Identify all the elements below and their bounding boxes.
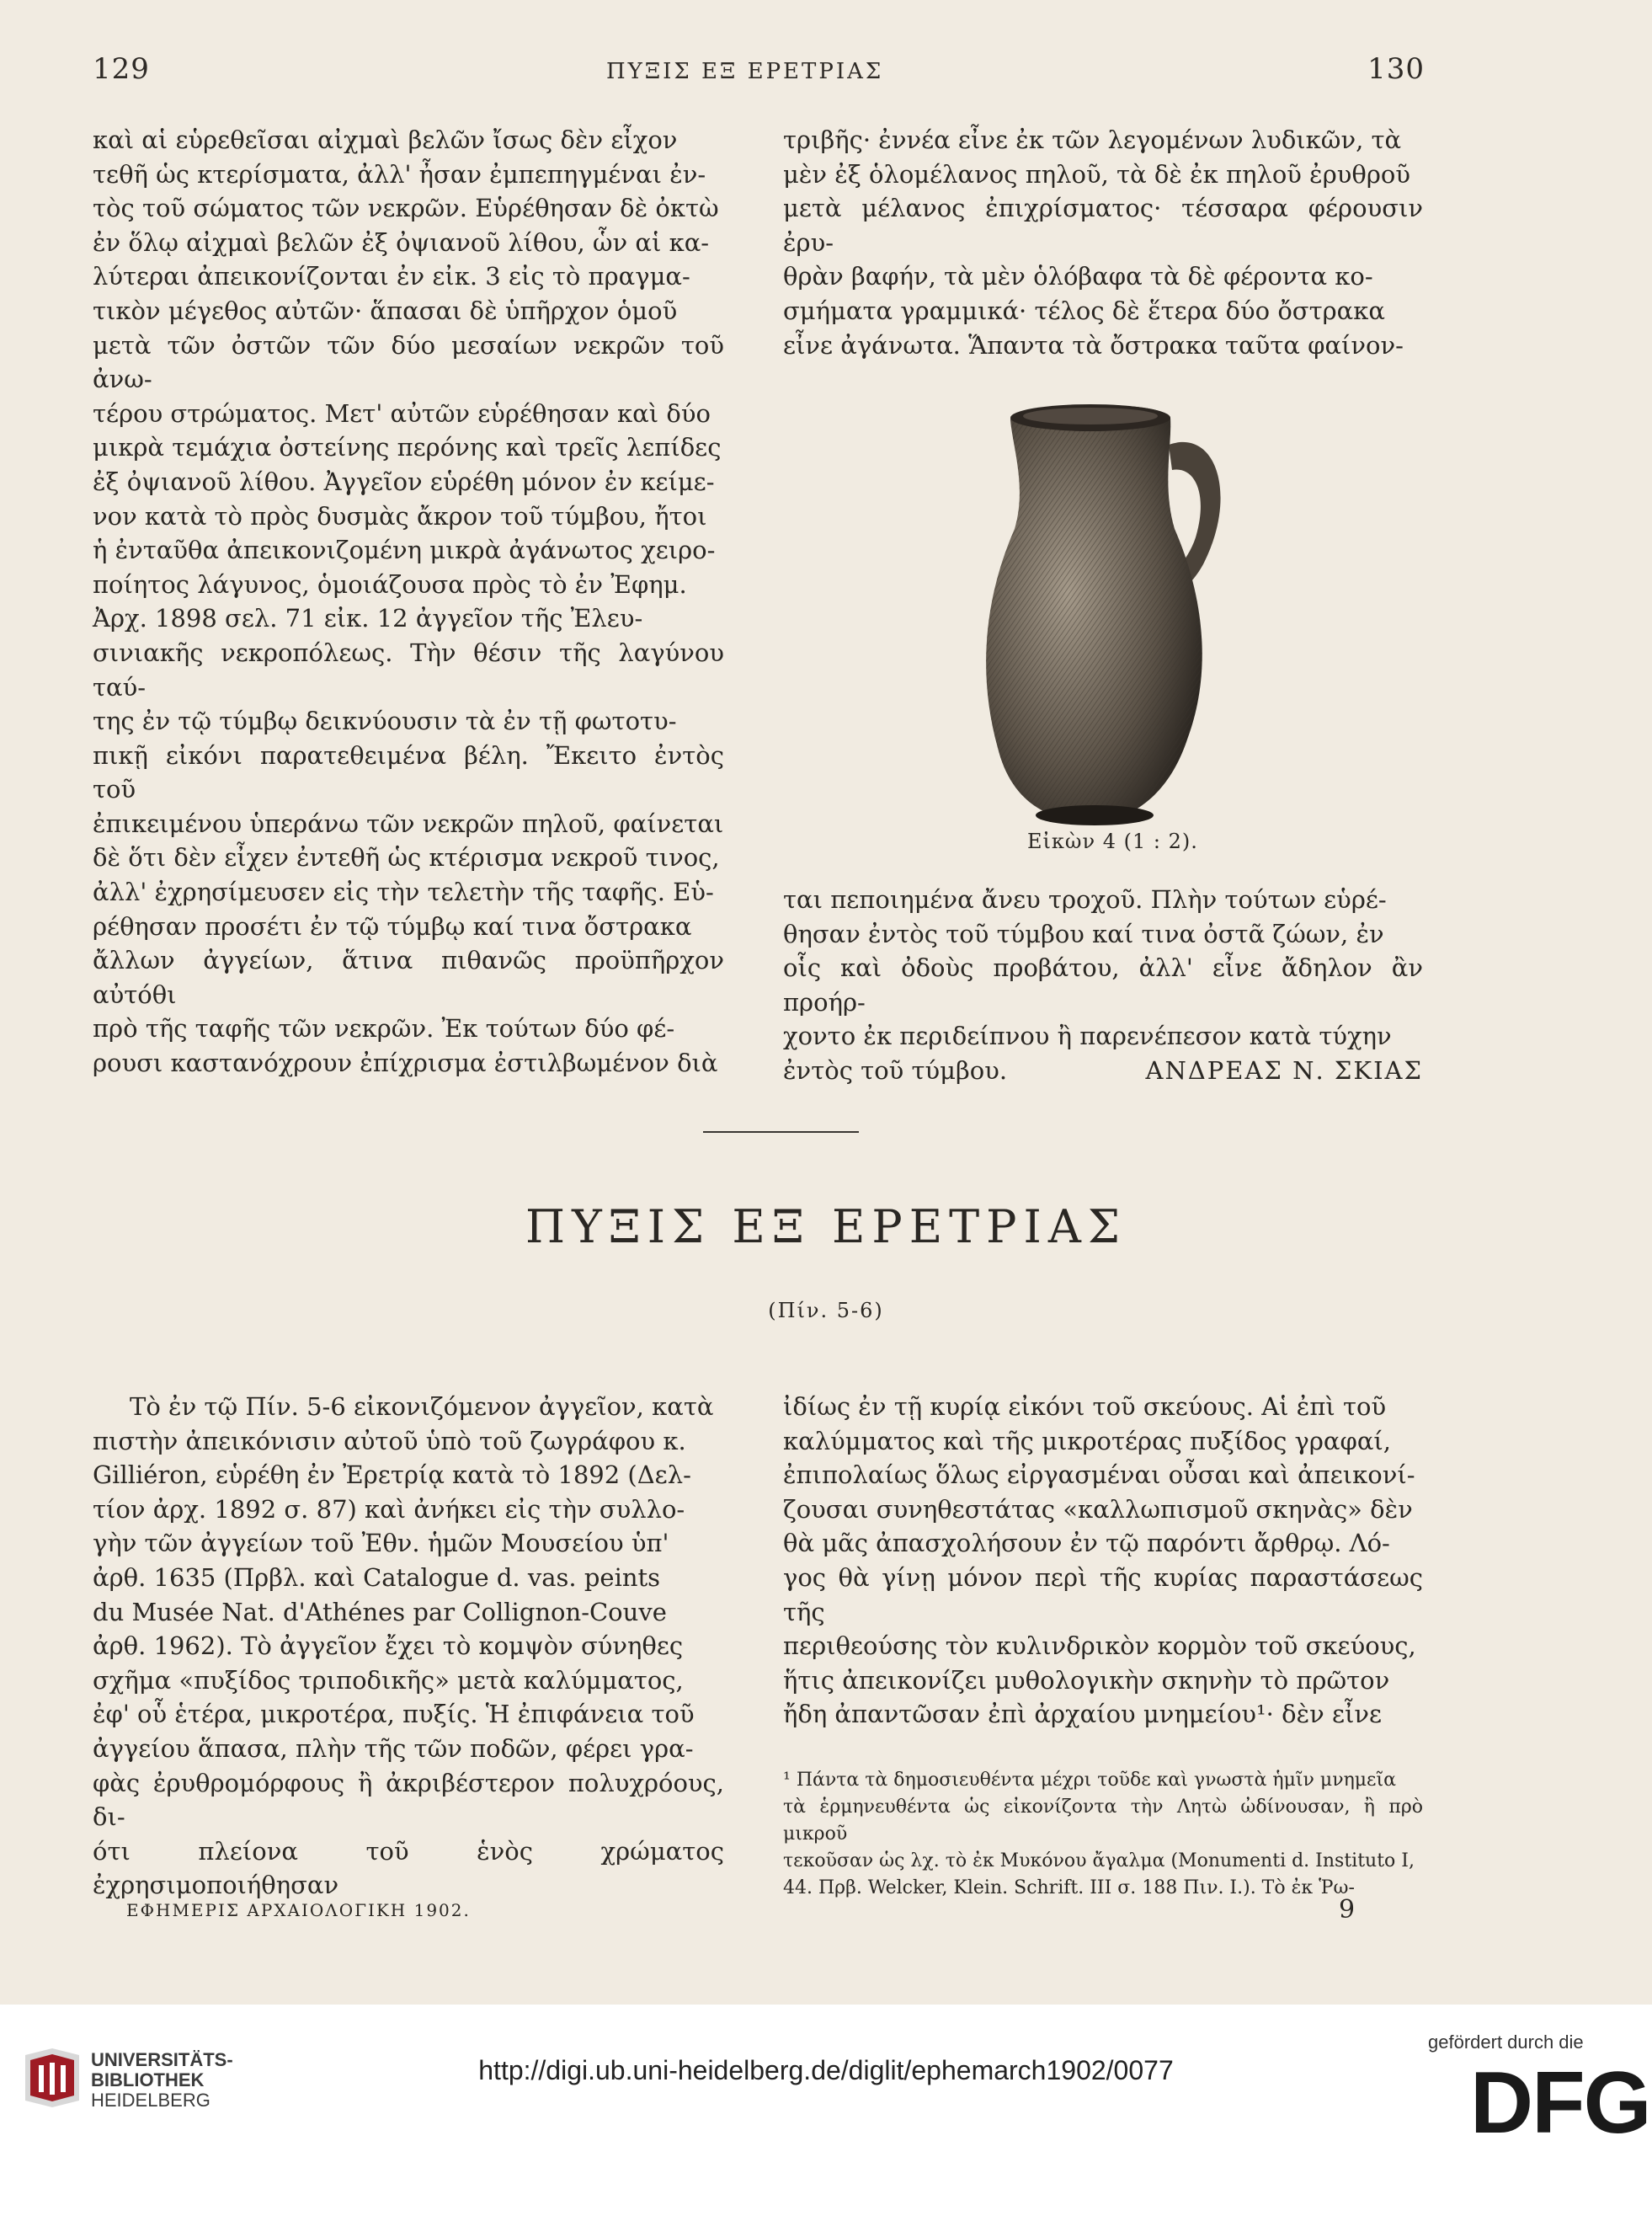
text-line: ἰδίως ἐν τῇ κυρίᾳ εἰκόνι τοῦ σκεύους. Αἱ ἐπὶ τοῦ [783,1392,1387,1421]
text-line: ἄλλων ἀγγείων, ἅτινα πιθανῶς προϋπῆρχον αὐτόθι [93,946,724,1009]
text-line: πικῇ εἰκόνι παρατεθειμένα βέλη. Ἔκειτο ἐντὸς τοῦ [93,740,724,804]
article-right-column [783,1390,1423,1732]
footnote [783,1767,1423,1902]
text-line: μετὰ τῶν ὀστῶν τῶν δύο μεσαίων νεκρῶν τοῦ ἀνω- [93,330,724,394]
text-line: χοντο ἐκ περιδείπνου ἢ παρενέπεσον κατὰ τύχην [783,1022,1392,1051]
text-line: πιστὴν ἀπεικόνισιν αὐτοῦ ὑπὸ τοῦ ζωγράφου κ. [93,1426,686,1455]
text-line: ότι πλείονα τοῦ ἑνὸς χρώματος ἐχρησιμοποιήθησαν [93,1836,724,1900]
article-subtitle: (Πίν. 5-6) [768,1299,884,1322]
author-signature: ΑΝΔΡΕΑΣ Ν. ΣΚΙΑΣ [1145,1055,1423,1085]
text-line: τεθῆ ὡς κτερίσματα, ἀλλ' ἦσαν ἐμπεπηγμέναι ἐν- [93,159,706,189]
text-line: καὶ αἱ εὑρεθεῖσαι αἰχμαὶ βελῶν ἴσως δὲν εἶχον [93,125,678,154]
text-line: μὲν ἐξ ὁλομέλανος πηλοῦ, τὰ δὲ ἐκ πηλοῦ ἐρυθροῦ [783,159,1410,189]
section-divider [703,1131,859,1133]
library-name-line: HEIDELBERG [91,2090,210,2111]
text-line-with-signature [783,1054,1423,1088]
text-line: ται πεποιημένα ἄνευ τροχοῦ. Πλὴν τούτων εὑρέ- [783,885,1387,914]
text-line: μικρὰ τεμάχια ὀστείνης περόνης καὶ τρεῖς λεπίδες [93,433,722,462]
library-name-line: UNIVERSITÄTS- [91,2049,233,2070]
text-line: ἀγγείου ἅπασα, πλὴν τῆς τῶν ποδῶν, φέρει γρα- [93,1733,694,1763]
signature-mark: 9 [1339,1895,1356,1925]
text-line: ποίητος λάγυνος, ὁμοιάζουσα πρὸς τὸ ἐν Ἐφημ. [93,569,687,599]
text-line: ρέθησαν προσέτι ἐν τῷ τύμβῳ καί τινα ὄστρακα [93,911,692,941]
figure-caption: Εἰκὼν 4 (1 : 2). [1027,830,1198,853]
previous-article-right-column-top [783,123,1423,362]
text-line: ἤδη ἀπαντῶσαν ἐπὶ ἀρχαίου μνημείου¹· δὲν εἶνε [783,1700,1383,1729]
text-line: ἐπικειμένου ὑπεράνω τῶν νεκρῶν πηλοῦ, φαίνεται [93,809,724,838]
previous-article-left-column [93,123,724,1081]
text-line: ἀρθ. 1962). Τὸ ἀγγεῖον ἔχει τὸ κομψὸν σύνηθες [93,1631,684,1661]
text-line: σμήματα γραμμικά· τέλος δὲ ἕτερα δύο ὄστρακα [783,296,1385,325]
text-line: θησαν ἐντὸς τοῦ τύμβου καί τινα ὀστᾶ ζώων, ἐν [783,919,1384,948]
text-line: ἐξ ὀψιανοῦ λίθου. Ἀγγεῖον εὑρέθη μόνον ἐν κείμε- [93,467,715,496]
text-line: ἐν ὅλῳ αἰχμαὶ βελῶν ἐξ ὀψιανοῦ λίθου, ὧν αἱ κα- [93,227,710,257]
text-line: ἀλλ' ἐχρησίμευσεν εἰς τὴν τελετὴν τῆς ταφῆς. Εὑ- [93,878,714,907]
text-line: τίον ἀρχ. 1892 σ. 87) καὶ ἀνήκει εἰς τὴν συλλο- [93,1494,685,1524]
document-url-link[interactable]: http://digi.ub.uni-heidelberg.de/diglit/ephemarch1902/0077 [478,2055,1174,2085]
article-title: ΠΥΞΙΣ ΕΞ ΕΡΕΤΡΙΑΣ [525,1200,1127,1253]
text-line: ἐντὸς τοῦ τύμβου. [783,1055,1008,1085]
jug-illustration [951,394,1238,841]
text-line: εἶνε ἀγάνωτα. Ἅπαντα τὰ ὄστρακα ταῦτα φαίνον- [783,330,1404,360]
text-line: της ἐν τῷ τύμβῳ δεικνύουσιν τὰ ἐν τῇ φωτοτυ- [93,707,677,736]
text-line: ἡ ἐνταῦθα ἀπεικονιζομένη μικρὰ ἀγάνωτος χειρο- [93,536,716,565]
library-name-line: BIBLIOTHEK [91,2069,205,2090]
text-line: γὴν τῶν ἀγγείων τοῦ Ἐθν. ἡμῶν Μουσείου ὑπ' [93,1529,669,1558]
text-line: ζουσαι συνηθεστάτας «καλλωπισμοῦ σκηνὰς» δὲν [783,1494,1413,1524]
text-line: σχῆμα «πυξίδος τριποδικῆς» μετὰ καλύμματος, [93,1665,684,1695]
viewer-footer-bar [0,2005,1652,2221]
text-line: δὲ ὅτι δὲν εἶχεν ἐντεθῆ ὡς κτέρισμα νεκροῦ τινος, [93,843,720,873]
text-line: σινιακῆς νεκροπόλεως. Τὴν θέσιν τῆς λαγύνου ταύ- [93,638,724,702]
text-line: φὰς ἐρυθρομόρφους ἢ ἀκριβέστερον πολυχρόους, δι- [93,1768,724,1832]
text-line: ἐπιπολαίως ὅλως εἰργασμέναι οὖσαι καὶ ἀπεικονί- [783,1460,1415,1490]
text-line: du Musée Nat. d'Athénes par Collignon-Couve [93,1597,667,1626]
text-line: θὰ μᾶς ἀπασχολήσουν ἐν τῷ παρόντι ἄρθρῳ. Λό- [783,1529,1390,1558]
sponsor-text: gefördert durch die [1428,2031,1584,2053]
text-line: πρὸ τῆς ταφῆς τῶν νεκρῶν. Ἐκ τούτων δύο φέ- [93,1014,675,1044]
text-line: οἷς καὶ ὀδοὺς προβάτου, ἀλλ' εἶνε ἄδηλον ἂν προήρ- [783,953,1423,1017]
text-line: τικὸν μέγεθος αὐτῶν· ἅπασαι δὲ ὑπῆρχον ὁμοῦ [93,296,678,325]
journal-footer: ΕΦΗΜΕΡΙΣ ΑΡΧΑΙΟΛΟΓΙΚΗ 1902. [126,1900,471,1920]
text-line: τέρου στρώματος. Μετ' αὐτῶν εὑρέθησαν καὶ δύο [93,398,711,428]
footnote-line: ¹ Πάντα τὰ δημοσιευθέντα μέχρι τοῦδε καὶ γνωστὰ ἡμῖν μνημεῖα [783,1770,1396,1791]
footnote-line: τεκοῦσαν ὡς λχ. τὸ ἐκ Μυκόνου ἄγαλμα (Monumenti d. Instituto I, [783,1850,1415,1871]
text-line: θρὰν βαφήν, τὰ μὲν ὁλόβαφα τὰ δὲ φέροντα κο- [783,262,1373,291]
text-line: μετὰ μέλανος ἐπιχρίσματος· τέσσαρα φέρουσιν ἐρυ- [783,194,1423,257]
text-line: Τὸ ἐν τῷ Πίν. 5-6 εἰκονιζόμενον ἀγγεῖον, κατὰ [130,1392,714,1421]
text-line: ἀρθ. 1635 (Πρβλ. καὶ Catalogue d. vas. peints [93,1562,661,1592]
previous-article-right-column-bottom [783,883,1423,1088]
dfg-logo: DFG [1470,2054,1650,2152]
running-title: ΠΥΞΙΣ ΕΞ ΕΡΕΤΡΙΑΣ [606,59,884,84]
page-number-right: 130 [1367,52,1425,86]
article-left-column [93,1390,724,1903]
text-line: τριβῆς· ἐννέα εἶνε ἐκ τῶν λεγομένων λυδικῶν, τὰ [783,125,1402,154]
text-line: ρουσι καστανόχρουν ἐπίχρισμα ἐστιλβωμένον διὰ [93,1049,718,1078]
page-number-left: 129 [93,52,150,86]
footnote-line: τὰ ἑρμηνευθέντα ὡς εἰκονίζοντα τὴν Λητὼ ὠδίνουσαν, ἢ πρὸ μικροῦ [783,1797,1423,1845]
text-line: λύτεραι ἀπεικονίζονται ἐν εἰκ. 3 εἰς τὸ πραγμα- [93,262,690,291]
text-line: ἥτις ἀπεικονίζει μυθολογικὴν σκηνὴν τὸ πρῶτον [783,1665,1390,1695]
footnote-line: 44. Πρβ. Welcker, Klein. Schrift. III σ. 188 Πιν. I.). Τὸ ἐκ Ῥω- [783,1877,1355,1898]
text-line: Gilliéron, εὑρέθη ἐν Ἐρετρίᾳ κατὰ τὸ 1892 (Δελ- [93,1460,691,1490]
text-line: τὸς τοῦ σώματος τῶν νεκρῶν. Εὑρέθησαν δὲ ὀκτὼ [93,194,719,223]
text-line: ἐφ' οὗ ἑτέρα, μικροτέρα, πυξίς. Ἡ ἐπιφάνεια τοῦ [93,1700,695,1729]
text-line: γος θὰ γίνῃ μόνον περὶ τῆς κυρίας παραστάσεως τῆς [783,1562,1423,1626]
text-line: περιθεούσης τὸν κυλινδρικὸν κορμὸν τοῦ σκεύους, [783,1631,1416,1661]
text-line: Ἀρχ. 1898 σελ. 71 εἰκ. 12 ἀγγεῖον τῆς Ἐλευ- [93,604,643,633]
text-line: καλύμματος καὶ τῆς μικροτέρας πυξίδος γραφαί, [783,1426,1391,1455]
text-line: νον κατὰ τὸ πρὸς δυσμὰς ἄκρον τοῦ τύμβου, ἤτοι [93,501,707,531]
